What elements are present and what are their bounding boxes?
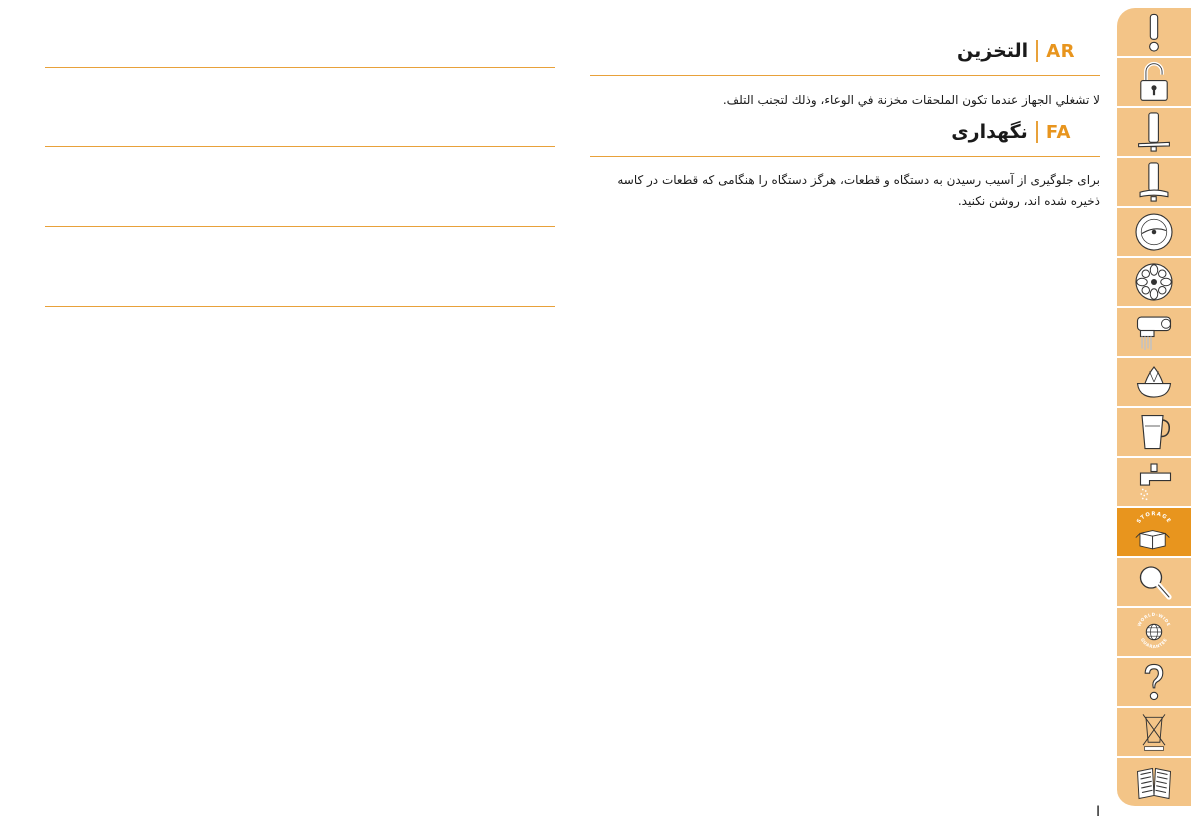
guarantee-label-top: WORLD-WIDE: [1136, 611, 1172, 628]
note-line-2: [45, 146, 555, 147]
recipe-book-icon: [1133, 760, 1175, 804]
tab-guarantee[interactable]: [1117, 608, 1191, 658]
storage-box-icon: [1133, 510, 1175, 554]
tab-mincer[interactable]: [1117, 308, 1191, 358]
tab-help[interactable]: [1117, 658, 1191, 708]
heading-divider: [1036, 121, 1038, 143]
tab-storage[interactable]: [1117, 508, 1191, 558]
note-line-1: [45, 67, 555, 68]
section-rule-fa: [590, 156, 1100, 157]
section-rule-ar: [590, 75, 1100, 76]
disc-icon: [1133, 210, 1175, 254]
section-title-ar: التخزين: [957, 40, 1029, 62]
tap-cleaning-icon: [1133, 460, 1175, 504]
dough-tool-icon: [1133, 160, 1175, 204]
tab-grater[interactable]: [1117, 258, 1191, 308]
svg-text:STORAGE: [1136, 511, 1172, 524]
tab-dough[interactable]: [1117, 158, 1191, 208]
guarantee-label-bottom: GUARANTEE: [1139, 637, 1169, 650]
section-heading-ar: [957, 40, 1075, 62]
tab-disposal[interactable]: [1117, 708, 1191, 758]
tab-cleaning[interactable]: [1117, 458, 1191, 508]
tab-search[interactable]: [1117, 558, 1191, 608]
mincer-icon: [1133, 310, 1175, 354]
tab-recipes[interactable]: [1117, 758, 1191, 808]
page-number: I: [1096, 804, 1101, 820]
note-line-3: [45, 226, 555, 227]
jug-icon: [1133, 410, 1175, 454]
magnifier-icon: [1133, 560, 1175, 604]
section-heading-fa: [951, 121, 1071, 143]
note-line-4: [45, 306, 555, 307]
tab-lock[interactable]: [1117, 58, 1191, 108]
tab-safety[interactable]: [1117, 8, 1191, 58]
storage-tab-label: STORAGE: [1135, 511, 1173, 525]
section-title-fa: نگهداری: [951, 121, 1028, 143]
question-mark-icon: [1133, 660, 1175, 704]
section-body-ar: لا تشغلي الجهاز عندما تكون الملحقات مخزنة في الوعاء، وذلك لتجنب التلف.: [722, 93, 1100, 107]
language-code-ar: AR: [1046, 40, 1075, 62]
warning-icon: [1133, 10, 1175, 54]
citrus-press-icon: [1133, 360, 1175, 404]
grater-disc-icon: [1133, 260, 1175, 304]
tab-disc[interactable]: [1117, 208, 1191, 258]
section-body-fa: برای جلوگیری از آسیب رسیدن به دستگاه و قطعات، هرگز دستگاه را هنگامی که قطعات در کاسه ذخیره شده اند، روشن نکنید.: [617, 173, 1100, 208]
unlocked-padlock-icon: [1133, 60, 1175, 104]
globe-icon: [1133, 610, 1175, 654]
blade-tool-icon: [1133, 110, 1175, 154]
language-code-fa: FA: [1045, 121, 1071, 143]
tab-citrus[interactable]: [1117, 358, 1191, 408]
disposal-bin-icon: [1133, 710, 1175, 754]
heading-divider: [1036, 40, 1038, 62]
tab-blade[interactable]: [1117, 108, 1191, 158]
tab-jug[interactable]: [1117, 408, 1191, 458]
